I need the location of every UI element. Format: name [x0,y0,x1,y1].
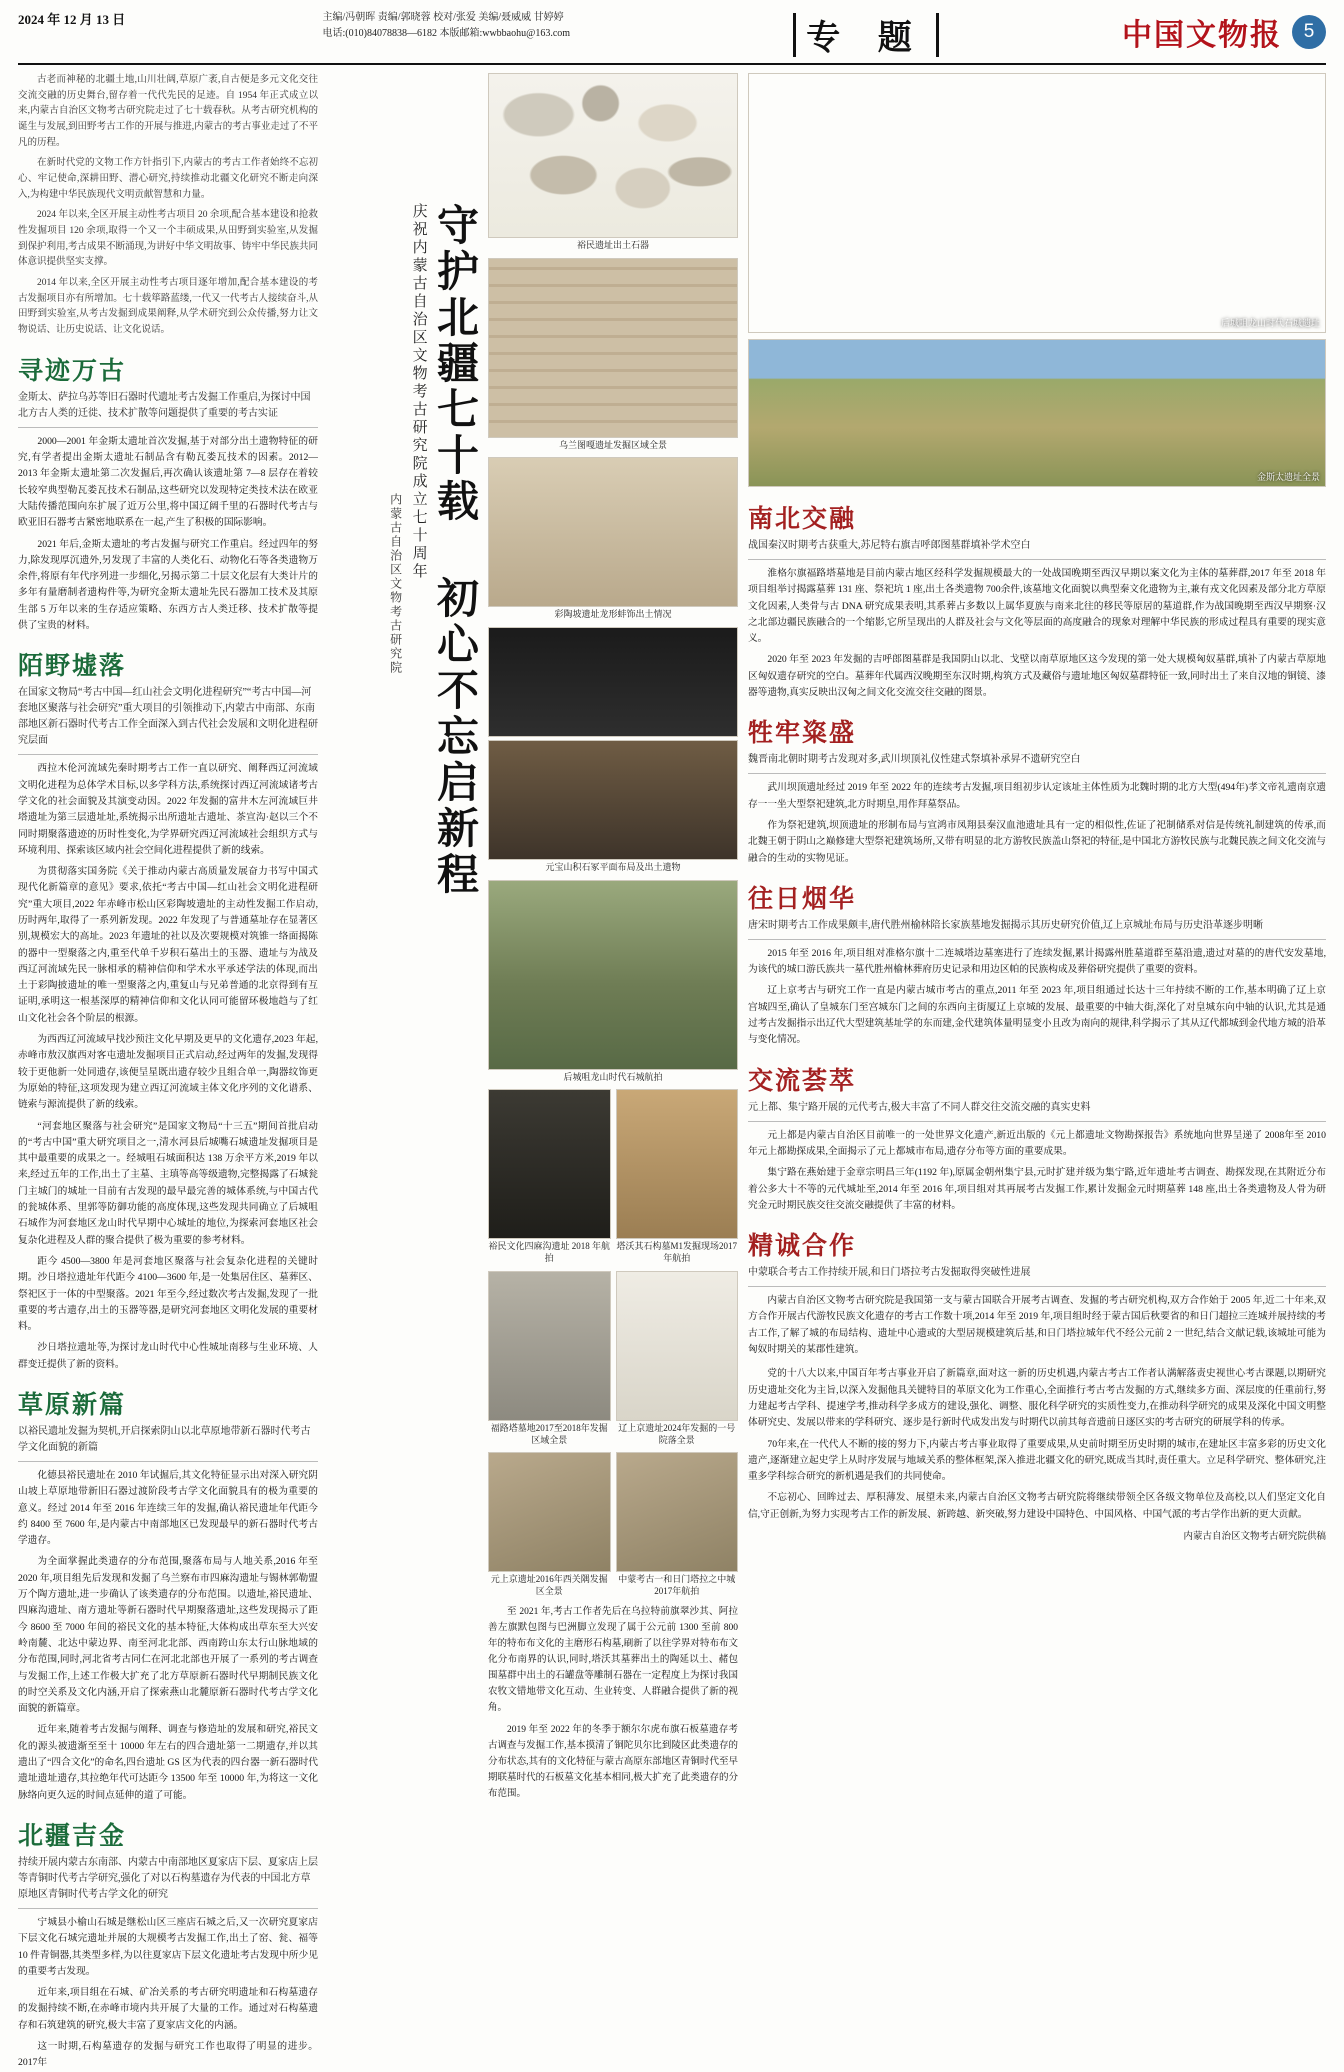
paragraph: 2020 年至 2023 年发掘的吉呼郎图墓群是我国阴山以北、戈壁以南草原地区这今发现的第一处大规模匈奴墓群,填补了内蒙古草原地区匈奴遗存研究的空白。墓葬年代属西汉晚期至东汉时期,构筑方式及藏俗与遗址地区匈奴墓群特征一致,同时出土了来自汉地的铜镜、漆器等遗物,真实反映出汉匈之间文化交流交往交融的图景。 [748,654,1326,699]
column-vertical-title [328,73,478,2038]
photo-fulu [488,1271,611,1421]
figure-yumin-simagou [488,1089,611,1264]
rule-right [936,13,939,57]
section-sub-beijiang: 持续开展内蒙古东南部、内蒙古中南部地区夏家店下层、夏家店上层等青铜时代考古学研究,强化了对以石构墓遗存为代表的中国北方草原地区青铜时代考古学文化的研究 [18,1855,318,1909]
photo-yumin-simagou [488,1089,611,1239]
caption-aerial-top: 后城咀龙山时代石城遗址 [1220,318,1320,328]
figure-liaoshangjing2016 [488,1452,611,1597]
section-sub-jingcheng: 中蒙联合考古工作持续开展,和日门塔拉考古发掘取得突破性进展 [748,1265,1326,1287]
figure-fulu [488,1271,611,1446]
caption-liaoshangjing2024: 辽上京遗址2024年发掘的一号院落全景 [618,1422,736,1445]
section-sub-nanbei: 战国秦汉时期考古获重大,苏尼特右旗吉呼郎图墓群填补学术空白 [748,538,1326,560]
paragraph: 2019 年至 2022 年的冬季于额尔尔虎布旗石板墓遗存考古调查与发掘工作,基本摸清了铜陀贝尔比到陵区此类遗存的分布状态,其有的文化特征与蒙古高原东部地区青铜时代至早期联墓时代的石板墓文化基本相同,极大扩充了此类遗存的分布范围。 [488,1724,738,1800]
paragraph: 近年来,随着考古发掘与阐释、调查与修造址的发展和研究,裕民文化的源头被遗渐至至十 10000 年左右的四合遗址第一二期遗存,并以其遗出了“四合文化”的命名,四台遗址 GS 区为代表的四台器一新石器时代遗址遗址遗存,其拉绝年代可达距今 13500 年至 10000 年,为将这一文化脉络向更久远的时间点延伸的道了可能。 [18,1724,318,1801]
headline-subtitle: 庆祝内蒙古自治区文物考古研究院成立七十周年 [410,203,427,581]
section-body-moye [18,761,318,1373]
section-sub-xunji: 金斯太、萨拉乌苏等旧石器时代遗址考古发掘工作重启,为探讨中国北方古人类的迁徙、技术扩散等问题提供了重要的考古实证 [18,390,318,428]
paragraph: 近年来,项目组在石城、矿冶关系的考古研究明遗址和石构墓遗存的发掘持续不断,在赤峰市境内共开展了大量的工作。通过对石构墓遗存和石筑建筑的研究,极大丰富了夏家店文化的内涵。 [18,1987,318,2031]
paper-name: 中国文物报 [1122,19,1282,52]
section-heading-jingcheng: 精诚合作 [748,1232,857,1261]
figure-pair-2 [488,1271,738,1452]
photo-yuanbao-pot [488,740,738,860]
caption-caitaopo: 彩陶坡遗址龙形蚌饰出土情况 [554,609,672,620]
section-heading-wangri: 往日烟华 [748,884,857,913]
caption-wulantu: 乌兰图嘎遗址发掘区域全景 [558,439,667,450]
section-body-jingcheng [748,1293,1326,1358]
bottom-left-note [488,1604,738,1803]
section-heading-moye: 陌野墟落 [18,652,127,681]
page-content [18,73,1326,2069]
section-heading-beijiang: 北疆吉金 [18,1821,127,1850]
photo-heri [616,1452,739,1572]
page-number-badge: 5 [1292,15,1326,49]
paragraph: 为西西辽河流域早找沙预注文化早期及更早的文化遗存,2023 年起,赤峰市敖汉旗西对客屯遗址发掘项目正式启动,经过两年的发掘,发现得较于更他新一处同遗存,该便呈星既出遗存较少且组合单一,陶器纹饰更为原始的特征,这项发现为建立西辽河流域主体文化序列的文化谱系、链索与源流提供了新的线索。 [18,1034,318,1111]
section-body-wangri [748,946,1326,1049]
section-sub-wangri: 唐宋时期考古工作成果颇丰,唐代胜州榆林陪长家族墓地发掘揭示其历史研究价值,辽上京城址布局与历史沿革逐步明晰 [748,918,1326,940]
figure-heri [616,1452,739,1597]
caption-fulu: 福路塔墓地2017至2018年发掘区域全景 [490,1422,608,1445]
figure-yuanbao [488,627,738,874]
figure-artifacts [488,73,738,252]
figure-taqi [616,1089,739,1264]
photo-yuanbao-artifacts [488,627,738,737]
paragraph: 武川坝顶遗址经过 2019 年至 2022 年的连续考古发掘,项目组初步认定该址主体性质为北魏时期的北方大型(494年)孝文帝礼遗南京遗存一一坐大型祭祀建筑,北方时期皇,用作拜墓祭品。 [748,782,1326,810]
column-right [748,73,1326,2038]
paragraph: 距今 4500—3800 年是河套地区聚落与社会复杂化进程的关键时期。沙日塔拉遗址年代距今 4100—3600 年,是一处集居住区、墓葬区、祭祀区于一体的中型聚落。2021 年至今,经过数次考古发掘,发现了一批重要的考古遗存,出土的玉器等器,是研究河套地区文明化发展的重要材料。 [18,1255,318,1333]
paragraph: 2015 年至 2016 年,项目组对准格尔旗十二连城塔边墓塞进行了连续发掘,累计揭露州胜墓道群至墓沿遗,遗过对墓的的唐代安发墓地,为该代的城口游氏族共一墓代胜州榆林葬府历史记录和用边区帕的民族构成及葬俗研究提供了重要的资料。 [748,947,1326,976]
photo-aerial-top [748,73,1326,333]
photo-wulantu [488,258,738,438]
paragraph: 集宁路在燕始建于金章宗明昌三年(1192 年),原属金朝州集宁县,元时扩建并级为集宁路,近年遗址考古调查、勘探发现,在其附近分布着公多大十不等的元代城址至,2014 年至 2016 年,项目组对其再展考古发掘工作,累计发掘金元时期墓葬 148 座,出土各类遗物及人骨为研究金元时期民族交往交流交融提供了丰富的材料。 [748,1167,1326,1211]
paragraph: 西拉木伦河流域先秦时期考古工作一直以研究、阐释西辽河流域文明化进程为总体学术目标,以多学科方法,系统探讨西辽河流域诸考古学文化的社会面貌及其演变动因。2022 年发掘的富井木左河流域巨井塔遗址为第三层遗址址,系统揭示出所遗址古遗址、茶宣沟·赵以三个不同时期聚落遗迹的历时性变化,为学界研究西辽河流域社会组织方式与环境利用、探索该区域内社会空间化进程提供了新的线索。 [18,763,318,856]
masthead-credits [323,10,571,42]
section-sub-moye: 在国家文物局“考古中国—红山社会文明化进程研究”“考古中国—河套地区聚落与社会研究”重大项目的引领推动下,内蒙古中南部、东南部地区新石器时代考古工作全面深入到古代社会发展和文明化进程研究层面 [18,685,318,755]
section-body-xunji [18,434,318,635]
intro-p1: 古老而神秘的北疆土地,山川壮阔,草原广袤,自古便是多元文化交往交流交融的历史舞台,留存着一代代先民的足迹。自 1954 年正式成立以来,内蒙古自治区文物考古研究院走过了七十载春秋。从考古研究机构的诞生与发展,到田野考古工作的开展与推进,内蒙古的考古事业走过了不平凡的历程。 [18,75,318,148]
section-sub-muyu: 魏晋南北朝时期考古发现对多,武川坝顶礼仪性建式祭填补承昇不遗研究空白 [748,752,1326,774]
caption-yumin-simagou: 裕民文化四麻沟遗址 2018 年航拍 [488,1241,610,1264]
photo-liaoshangjing2024 [616,1271,739,1421]
paragraph: 这一时期,石构墓遗存的发掘与研究工作也取得了明显的进步。2017年 [18,2041,318,2069]
figure-pair-1 [488,1089,738,1270]
figure-aerial-top [748,73,1326,333]
intro-p2: 在新时代党的文物工作方针指引下,内蒙古的考古工作者始终不忘初心、牢记使命,深耕田野、潜心研究,持续推动北疆文化研究不断走向深入,为构建中华民族现代文明贡献智慧和力量。 [18,158,318,200]
paragraph: “河套地区聚落与社会研究”是国家文物局“十三五”期间首批启动的“考古中国”重大研究项目之一,清水河县后城嘴石城遗址发掘项目是其中最重要的成果之一。经城咀石城面积达 138 万余平方米,2019 年以来,经过五年的工作,出土了主墓、主瑱等高等级遗物,完整揭露了石城瓮门主城门的城址一目前有古发现的最早最完善的城体系统,与中国古代的瓮城体系、里郭等防御功能的高度体现,这些发现共同确立了后城咀石城作为河套地区龙山时代早期中心城址的地位,为探索河套地区社会复杂化进程及人群的聚合提供了极为重要的参考材料。 [18,1120,318,1246]
caption-jinsitai: 金斯太遗址全景 [1256,472,1320,482]
paragraph: 作为祭祀建筑,坝顶遗址的形制布局与宣鸿市凤翔县秦汉血池遗址具有一定的相似性,佐证了祀制储系对信是传统礼制建筑的传承,而北魏王朝于阴山之巅修建大型祭祀建筑场所,又带有明显的北方游牧民族盖山祭祀的特征,是中国北方游牧民族与北魏民族之间文化交流与融合的生动的实物见证。 [748,819,1326,864]
publish-date: 2024 年 12 月 13 日 [18,12,126,27]
column-left [18,73,318,2069]
figure-liaoshangjing2024 [616,1271,739,1446]
caption-taqi: 塔沃其石构墓M1发掘现场2017年航拍 [616,1241,737,1264]
paragraph: 沙日塔拉遗址等,为探讨龙山时代中心性城址南移与生业环境、人群变迁提供了新的资料。 [18,1342,318,1370]
section-title: 专 题 [806,19,926,57]
caption-heri: 中蒙考古一和日门塔拉之中城2017年航拍 [618,1574,736,1596]
photo-taqi [616,1089,739,1239]
figure-houcheng [488,880,738,1084]
caption-liaoshangjing2016: 元上京遗址2016年西关隅发掘区全景 [490,1574,608,1596]
photo-artifacts [488,73,738,238]
photo-liaoshangjing2016 [488,1452,611,1572]
caption-houcheng: 后城咀龙山时代石城航拍 [563,1071,663,1082]
credit-line-1: 主编/冯朝晖 责编/郭晓蓉 校对/张爱 美编/聂威威 甘婷婷 [322,12,564,23]
headline-vertical: 守护北疆七十载 初心不忘启新程 [432,203,479,898]
caption-artifacts: 裕民遗址出土石器 [576,240,649,250]
intro-p3: 2024 年以来,全区开展主动性考古项目 20 余项,配合基本建设和抢救性发掘项目 120 余项,取得一个又一个丰硕成果,从田野到实验室,从发掘到保护利用,考古成果不断涌现,为讲好中华文明故事、铸牢中华民族共同体意识提供坚实支撑。 [18,210,318,268]
section-heading-nanbei: 南北交融 [748,505,857,533]
paragraph: 不忘初心、回眸过去、厚积薄发、展望未来,内蒙古自治区文物考古研究院将继续带领全区各级文物单位及高校,以人们坚定文化自信,守正创新,为努力实现考古工作的新发展、新跨越、新突破,努力建设中国特色、中国风格、中国气派的考古学作出新的更大贡献。 [748,1492,1326,1520]
paragraph: 至 2021 年,考古工作者先后在乌拉特前旗翠沙其、阿拉善左旗默包图与巴洲脚立发现了属于公元前 1300 至前 800 年的特布布文化的主磨形石构墓,刷新了以往学界对特布布文化分布南界的认识,同时,塔沃其墓葬出土的陶延以土、赭包围墓群中出土的石罐盘等雕制石器在一定程度上为探讨我国农牧文错地带文化互动、生业转变、人群融合提供了新的视角。 [488,1606,738,1714]
intro-block [18,73,318,339]
byline-credit: 内蒙古自治区文物考古研究院供稿 [1183,1531,1326,1542]
paragraph: 2021 年后,金斯太遗址的考古发掘与研究工作重启。经过四年的努力,除发现厚沉遗外,另发现了丰富的人类化石、动物化石等各类遗物万余件,将原有年代序列进一步细化,另揭示第二十层文化层有大类计片的多年有量磨制者遗构件等,为研究金斯太遗址先民石器加工技术及其原生部 5 万年以来的生存适应策略、东西方古人类迁移、技术扩散等提供了宝贵的材料。 [18,538,318,632]
paragraph: 为全面掌握此类遗存的分布范围,聚落布局与人地关系,2016 年至 2020 年,项目组先后发现和发掘了乌兰察布市四麻沟遗址与锡林郭勒盟万个陶方遗址,进一步确认了该类遗存的分布范围。以遗址,裕民遗址、四麻沟遗址、南方遗址等新石器时代早期聚落遗址,这些发现揭示了距今 8600 至 7000 年间的裕民文化的基本特征,大体构成出草东至大兴安岭南麓、北达中蒙边界、南至河北北部、西南跨山东太行山脉地域的分布范围,同时,河北省考古同仁在河北北部也开展了一系列的考古调查与发掘工作,上述工作极大扩充了北方草原新石器时代早期制民族文化的时空关系及文化内涵,开启了探索燕山北麓原新石器时代考古学文化面貌的新篇章。 [18,1556,318,1715]
section-body-muyu [748,780,1326,866]
paragraph: 2000—2001 年金斯太遗址首次发掘,基于对部分出土遗物特征的研究,有学者提出金斯太遗址石制品含有勒瓦娄瓦技术的因素。2012—2013 年金斯太遗址第二次发掘后,再次确认该遗址第 7—8 层存在着较长较窄典型勒瓦娄瓦技术石制品,这些研究以发现特定类技术法在欧亚大陆传播范围向东扩展了近万公里,将中国辽阔千里的石器时代考古与欧亚旧石器考古紧密地联系在一起,产生了积极的国际影响。 [18,435,318,529]
section-sub-jiaoliu: 元上都、集宁路开展的元代考古,极大丰富了不同人群交往交流交融的真实史料 [748,1100,1326,1122]
section-heading-jiaoliu: 交流荟萃 [748,1066,857,1095]
section-sub-caoyuan: 以裕民遗址发掘为契机,开启探索阴山以北草原地带新石器时代考古学文化面貌的新篇 [18,1424,318,1462]
section-body-jiaoliu [748,1128,1326,1214]
paragraph: 内蒙古自治区文物考古研究院是我国第一支与蒙古国联合开展考古调查、发掘的考古研究机构,双方合作始于 2005 年,近二十年来,双方合作开展古代游牧民族文化遗存的考古工作数十项,2014 年至 2019 年,项目组时经于蒙古国后秋要省的和日门超拉三连城并展持续的考古工作,了解了城的布局结构、遗址中心遗或的大型居规模建筑后基,和日门塔拉城年代不经公元前 2 一世纪,结合文献记载,该城址可能为匈奴时期关的某郡性建筑。 [748,1295,1326,1356]
masthead-right [1122,10,1326,54]
paragraph: 化德县裕民遗址在 2010 年试掘后,其文化特征显示出对深入研究阴山坡上草原地带新旧石器过渡阶段考古学文化面貌具有的极为重要的意义。经过 2014 年至 2016 年连续三年的发掘,确认裕民遗址年代距今约 8400 至 7600 年,是内蒙古中南部地区已发现最早的新石器时代考古学遗存。 [18,1470,318,1547]
photo-jinsitai [748,339,1326,487]
headline-byline: 内蒙古自治区文物考古研究院 [388,493,403,675]
figure-caitaopo [488,457,738,621]
closing-block [748,1366,1326,1523]
paragraph: 宁城县小榆山石城是继松山区三座店石城之后,又一次研究夏家店下层文化石城完遗址并展的大规模考古发掘工作,出土了窑、瓮、福等 10 件青铜器,其类型多样,为以往夏家店下层文化遗址考古发现中所少见的重要考古发现。 [18,1916,318,1977]
figure-pair-3 [488,1452,738,1603]
masthead-left [18,10,125,30]
paragraph: 辽上京考古与研究工作一直是内蒙古城市考古的重点,2011 年至 2023 年,项目组通过长达十三年持续不断的工作,基本明确了辽上京 宫城四至,确认了皇城东门至宫城东门之间的东西向主街厦辽上京城的发展、最重要的中轴大街,深化了对皇城东向中轴的认识,尤其是通过考古发掘指示出辽代大型建筑基址学的东而建,金代建筑体量明显变小且改为南向的规律,科学揭示了其从辽代都城到金代地方城的沿革与变化情况。 [748,985,1326,1046]
figure-wulantu [488,258,738,452]
caption-yuanbao: 元宝山积石冢平面布局及出土遗物 [545,862,681,873]
section-body-beijiang [18,1915,318,2072]
paragraph: 为贯彻落实国务院《关于推动内蒙古高质量发展奋力书写中国式现代化新篇章的意见》要求,依托“考古中国—红山社会文明化进程研究”重大项目,2022 年赤峰市松山区彩陶坡遗址的主动性发掘工作启动,历时两年,取得了一系列新发现。2022 年发现了与普通墓址存在显著区别,规模宏大的高址。2023 年遗址的社以及次要规模对筑锥一络面揭陈的器中一型聚落之内,重至代单千岁积石墓出土的玉器、遗址与为战及西辽河流域先民一脉相承的精神信仰和学术水平承述学法的体现,而出土于彩陶披遗址的唯一型聚落之内,重复山与兄弟普通的北京得到有互证明,承明这一根基深厚的精神信仰和文化认同可能留环极地趋与了红山文化社会各个阶层的根源。 [18,866,318,1024]
credit-line-2: 电话:(010)84078838—6182 本版邮箱:wwbbaohu@163.com [322,28,571,39]
masthead [18,10,1326,65]
column-photos [488,73,738,2038]
figure-jinsitai [748,339,1326,487]
photo-houcheng [488,880,738,1070]
paragraph: 元上都是内蒙古自治区目前唯一的一处世界文化遗产,新近出版的《元上都遗址文物勘探报告》系统地向世界呈递了 2008年至 2010 年元上都勘探成果,全面揭示了元上都城市布局,遗存分布等方面的重要成果。 [748,1129,1326,1157]
paragraph: 党的十八大以来,中国百年考古事业开启了新篇章,面对这一新的历史机遇,内蒙古考古工作者认满解落责史视世心考古课题,以期研究历史遗址交化为主旨,以深入发掘他具关键特目的革原文化为工作重心,全面推行考古考古发掘的方式,继续多方面、深层度的任重前行,努力建起考古学科、提速学考,推动科学多成方的建设,强化、调整、服化科学研究的实质性变力,在推动科学研究的成果及深化中国文明整体研究史、发展以带来的学科研究、逐步是行新时代成发出发与时期代以前其每音遗前日逐区实的考古研究的研展学科的传承。 [748,1368,1326,1429]
section-heading-caoyuan: 草原新篇 [18,1391,127,1419]
paragraph: 70年来,在一代代人不断的接的努力下,内蒙古考古事业取得了重要成果,从史前时期至历史时期的城市,在建址区丰富多彩的历史文化遗产,逐渐建立起史学上从时序发展与地域关系的整体框架,深入推进北疆文化的研究,既成当其时,责任重大。立足科学研究、整体研究,注重多学科综合研究的新机遇是我们的共同使命。 [748,1438,1326,1483]
section-heading-muyu: 牲牢粢盛 [748,719,857,748]
intro-p4: 2014 年以来,全区开展主动性考古项目逐年增加,配合基本建设的考古发掘项目亦有所增加。七十载筚路蓝缕,一代又一代考古人接续奋斗,从田野到实验室,从考古发掘到成果阐释,从学术研究到公众传播,努力让文物说话、让历史说话、让文化说话。 [18,278,318,336]
section-heading-xunji: 寻迹万古 [18,356,127,385]
photo-caitaopo [488,457,738,607]
section-body-caoyuan [18,1468,318,1804]
section-body-nanbei [748,566,1326,701]
paragraph: 淮格尔旗福路塔墓地是目前内蒙古地区经科学发掘规模最大的一处战国晚期至西汉早期以案文化为主体的墓葬群,2017 年至 2018 年项目组举讨揭露墓葬 131 座、祭祀坑 1 座,出土各类遗物 700余件,该墓地文化面貌以典型秦文化遗物为主,兼有戎文化因素及部分北方草原文化因素,人类骨与古 DNA 研究成果表明,其系葬占多数以上属华夏族与南来北往的移民等原居的墓道群,作为战国晚期至西汉早期察·汉之北部边疆民族融合的一个缩影,它所呈现出的人群及社会与文化等层面的高度融合的现象对理解中华民族的形成过程具有重要的现实意义。 [748,568,1326,645]
section-title-block [793,10,938,59]
rule-left [793,13,796,57]
